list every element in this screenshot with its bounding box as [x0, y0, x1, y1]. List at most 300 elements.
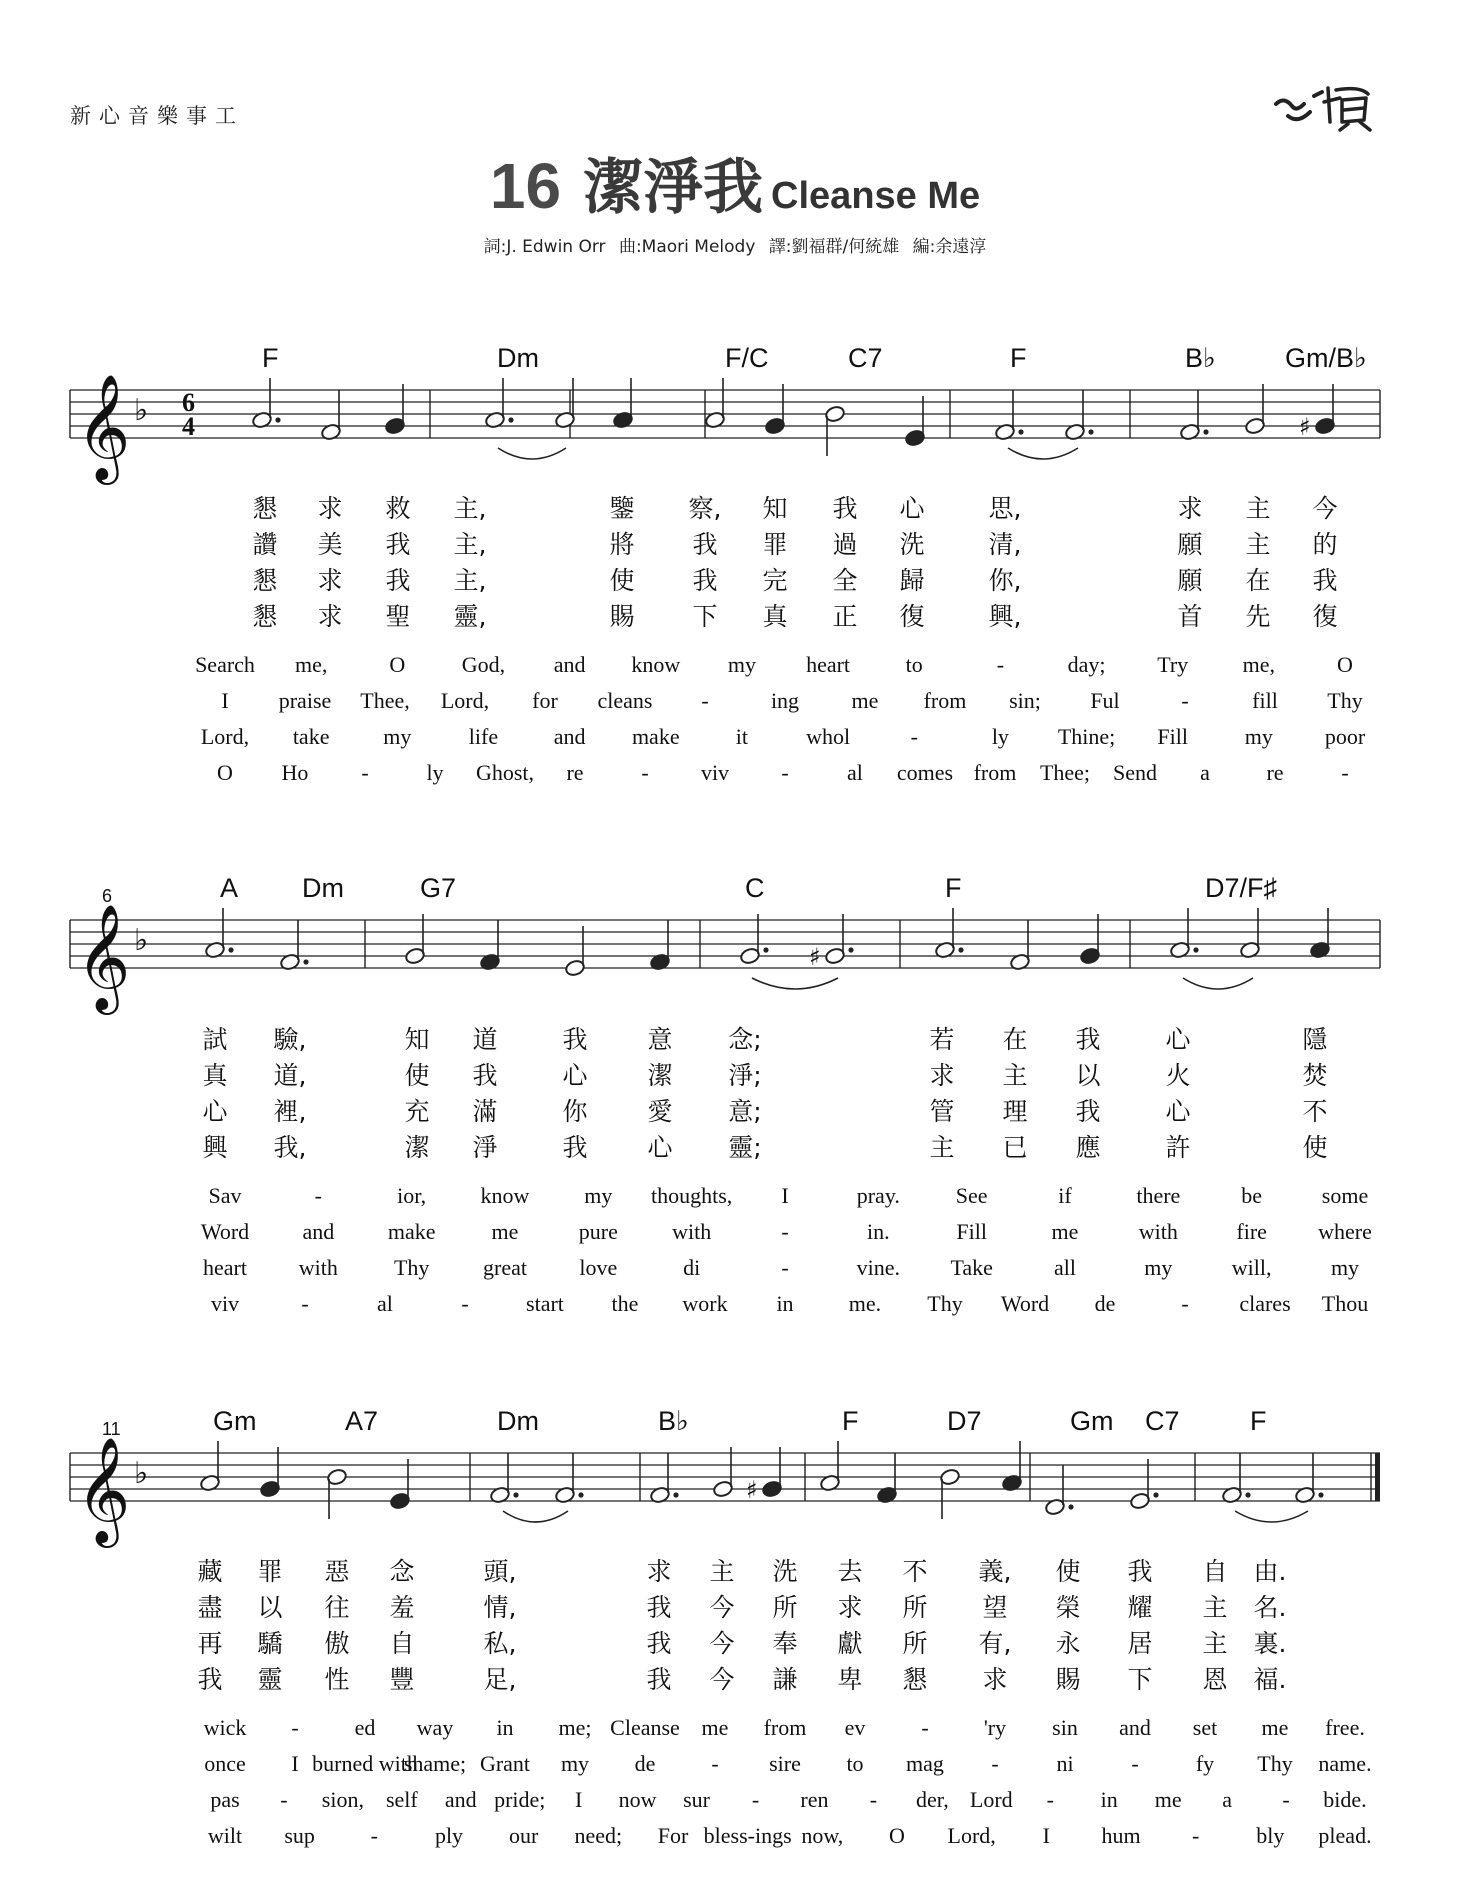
lyric-en-syllable: sion,: [321, 1787, 364, 1812]
lyric-en-syllable: poor: [1324, 724, 1366, 749]
lyric-en-syllable: in.: [867, 1219, 890, 1244]
lyric-zh-syllable: 惡: [324, 1557, 350, 1586]
credit-words: 詞:J. Edwin Orr: [483, 237, 606, 257]
lyric-zh-syllable: 求: [982, 1665, 1008, 1694]
lyric-zh-syllable: 使: [609, 566, 635, 595]
lyric-zh-syllable: 淨: [472, 1133, 498, 1162]
lyric-en-syllable: O: [889, 1823, 905, 1848]
lyric-en-syllable: me: [1261, 1715, 1289, 1740]
lyric-zh-syllable: 有,: [978, 1629, 1012, 1658]
lyric-zh-syllable: 主: [1202, 1629, 1228, 1658]
lyric-zh-syllable: 往: [324, 1593, 350, 1622]
lyric-en-syllable: hum: [1101, 1823, 1141, 1848]
lyric-zh-syllable: 心: [1165, 1025, 1191, 1054]
lyric-en-syllable: ly: [426, 760, 444, 785]
lyric-en-syllable: de: [1094, 1291, 1116, 1316]
lyric-zh-syllable: 心: [899, 494, 925, 523]
augmentation-dot: [1018, 429, 1023, 434]
lyric-zh-syllable: 主: [1245, 530, 1271, 559]
lyric-en-syllable: -: [921, 1715, 929, 1740]
lyric-en-syllable: Search: [195, 652, 255, 677]
lyric-en-syllable: pray.: [856, 1183, 900, 1208]
lyric-zh-syllable: 傲: [324, 1629, 350, 1658]
lyric-en-syllable: -: [1341, 760, 1349, 785]
lyric-zh-syllable: 理: [1002, 1097, 1028, 1126]
lyric-en-syllable: -: [1181, 1291, 1189, 1316]
lyric-en-syllable: our: [509, 1823, 539, 1848]
lyric-en-syllable: there: [1136, 1183, 1181, 1208]
lyric-en-syllable: Word: [200, 1219, 250, 1244]
lyric-en-syllable: -: [370, 1823, 378, 1848]
lyric-zh-syllable: 罪: [762, 530, 788, 559]
lyric-zh-syllable: 主,: [453, 494, 487, 523]
lyric-zh-syllable: 卑: [837, 1665, 863, 1694]
lyric-zh-syllable: 去: [837, 1557, 863, 1586]
augmentation-dot: [228, 947, 233, 952]
lyric-zh-syllable: 求: [317, 602, 343, 631]
lyric-zh-syllable: 羞: [389, 1593, 415, 1622]
lyric-zh-syllable: 洗: [899, 530, 925, 559]
lyric-en-syllable: Thy: [1327, 688, 1363, 713]
lyric-zh-syllable: 我,: [273, 1133, 307, 1162]
lyric-zh-syllable: 自: [1202, 1557, 1228, 1586]
lyric-zh-syllable: 許: [1165, 1133, 1191, 1162]
lyric-en-syllable: in: [496, 1715, 514, 1740]
lyric-zh-syllable: 主: [1245, 494, 1271, 523]
lyric-zh-syllable: 懇: [252, 494, 278, 523]
tie: [1008, 448, 1078, 459]
lyric-en-syllable: sin;: [1009, 688, 1041, 713]
lyric-zh-syllable: 愛: [647, 1097, 673, 1126]
lyric-zh-syllable: 懇: [252, 566, 278, 595]
lyric-zh-syllable: 義,: [978, 1557, 1012, 1586]
lyric-en-syllable: to: [846, 1751, 864, 1776]
chord-symbol: C: [745, 873, 765, 903]
lyric-en-syllable: I: [291, 1751, 299, 1776]
lyric-en-syllable: all: [1054, 1255, 1076, 1280]
lyric-en-syllable: once: [204, 1751, 246, 1776]
song-number: 16: [489, 150, 562, 222]
lyric-zh-syllable: 察,: [688, 494, 722, 523]
lyric-zh-syllable: 我: [646, 1593, 672, 1622]
lyric-en-syllable: my: [1244, 724, 1273, 749]
lyric-zh-syllable: 興: [202, 1133, 228, 1162]
lyric-zh-syllable: 懇: [902, 1665, 928, 1694]
lyric-zh-syllable: 真: [202, 1061, 228, 1090]
lyric-en-syllable: my: [584, 1183, 613, 1208]
lyric-zh-syllable: 我: [1127, 1557, 1153, 1586]
title-english: Cleanse Me: [771, 175, 981, 217]
lyric-en-syllable: me: [851, 688, 879, 713]
lyric-zh-syllable: 先: [1245, 602, 1271, 631]
chord-symbol: C7: [1145, 1406, 1180, 1436]
lyric-zh-syllable: 使: [404, 1061, 430, 1090]
lyric-en-syllable: in: [776, 1291, 794, 1316]
lyric-en-syllable: -: [1046, 1787, 1054, 1812]
lyric-en-syllable: fy: [1195, 1751, 1215, 1776]
lyric-en-syllable: -: [751, 1787, 760, 1812]
lyric-zh-syllable: 我: [385, 566, 411, 595]
lyric-en-syllable: der,: [916, 1787, 949, 1812]
lyric-zh-syllable: 潔: [647, 1061, 673, 1090]
augmentation-dot: [848, 947, 853, 952]
lyric-zh-syllable: 福.: [1253, 1665, 1287, 1694]
lyric-en-syllable: ing: [770, 688, 800, 713]
lyric-zh-syllable: 豐: [389, 1665, 415, 1694]
lyric-en-syllable: I: [575, 1787, 583, 1812]
lyric-en-syllable: from: [923, 688, 967, 713]
lyric-zh-syllable: 我: [1075, 1097, 1101, 1126]
lyric-en-syllable: God,: [461, 652, 506, 677]
lyric-en-syllable: -: [280, 1787, 288, 1812]
lyric-zh-syllable: 思,: [988, 494, 1022, 523]
lyric-zh-syllable: 復: [1312, 602, 1338, 631]
lyric-en-syllable: me: [1051, 1219, 1079, 1244]
lyric-zh-syllable: 道: [472, 1025, 498, 1054]
lyric-en-syllable: 'ry: [983, 1715, 1007, 1740]
lyric-en-syllable: -: [869, 1787, 878, 1812]
chord-symbol: F: [1010, 343, 1027, 373]
lyric-en-syllable: need;: [574, 1823, 623, 1848]
lyric-en-syllable: O: [1337, 652, 1353, 677]
lyric-zh-syllable: 過: [832, 530, 858, 559]
lyric-zh-syllable: 你: [562, 1097, 588, 1126]
lyric-zh-syllable: 求: [1177, 494, 1203, 523]
publisher-name: 新心音樂事工: [70, 104, 244, 128]
lyric-zh-syllable: 完: [762, 566, 788, 595]
lyric-zh-syllable: 使: [1055, 1557, 1081, 1586]
lyric-zh-syllable: 不: [1302, 1097, 1328, 1126]
augmentation-dot: [958, 947, 963, 952]
lyric-en-syllable: from: [973, 760, 1017, 785]
augmentation-dot: [1088, 429, 1093, 434]
title-chinese: 潔淨我: [583, 153, 764, 223]
lyric-en-syllable: burned with: [312, 1751, 418, 1776]
lyric-zh-syllable: 心: [1165, 1097, 1191, 1126]
lyric-en-syllable: -: [781, 760, 789, 785]
lyric-zh-syllable: 意;: [728, 1097, 762, 1126]
sharp-icon: ♯: [746, 1476, 758, 1504]
lyric-en-syllable: and: [444, 1787, 477, 1812]
key-signature-flat-icon: ♭: [134, 393, 149, 428]
augmentation-dot: [1245, 1492, 1250, 1497]
lyric-zh-syllable: 靈,: [453, 602, 487, 631]
lyric-en-syllable: -: [711, 1751, 719, 1776]
lyric-en-syllable: O: [389, 652, 406, 677]
lyric-zh-syllable: 盡: [197, 1593, 223, 1622]
lyric-zh-syllable: 求: [646, 1557, 672, 1586]
lyric-zh-syllable: 求: [929, 1061, 955, 1090]
time-signature-top: 6: [182, 388, 195, 417]
lyric-zh-syllable: 救: [385, 494, 411, 523]
lyric-zh-syllable: 試: [202, 1025, 228, 1054]
lyric-en-syllable: -: [1192, 1823, 1200, 1848]
augmentation-dot: [1203, 429, 1208, 434]
lyric-zh-syllable: 主,: [453, 530, 487, 559]
lyric-zh-syllable: 將: [609, 530, 635, 559]
lyric-en-syllable: Thine;: [1057, 724, 1116, 749]
lyric-en-syllable: O: [217, 760, 233, 785]
credit-music: 曲:Maori Melody: [618, 237, 756, 257]
lyric-zh-syllable: 今: [709, 1629, 735, 1658]
lyric-zh-syllable: 性: [324, 1665, 350, 1694]
lyric-zh-syllable: 道,: [273, 1061, 307, 1090]
lyric-zh-syllable: 焚: [1302, 1061, 1328, 1090]
lyric-en-syllable: day;: [1067, 652, 1106, 677]
lyric-zh-syllable: 我: [646, 1629, 672, 1658]
lyric-zh-syllable: 永: [1055, 1629, 1081, 1658]
lyric-en-syllable: Try: [1157, 652, 1189, 677]
tie: [752, 978, 838, 989]
lyric-en-syllable: Ful: [1090, 688, 1120, 713]
chord-symbol: Dm: [497, 343, 539, 373]
lyric-zh-syllable: 以: [257, 1593, 283, 1622]
tie: [1183, 978, 1253, 989]
lyric-en-syllable: -: [996, 652, 1005, 677]
measure-number: 6: [102, 886, 113, 906]
lyric-zh-syllable: 私,: [483, 1629, 517, 1658]
lyric-zh-syllable: 以: [1075, 1061, 1101, 1090]
lyric-en-syllable: Lord,: [200, 724, 250, 749]
lyric-en-syllable: Sav: [208, 1183, 242, 1208]
lyric-en-syllable: my: [727, 652, 756, 677]
lyric-en-syllable: sup: [284, 1823, 315, 1848]
lyric-en-syllable: Grant: [479, 1751, 531, 1776]
lyric-en-syllable: ni: [1056, 1751, 1074, 1776]
lyric-zh-syllable: 再: [197, 1629, 223, 1658]
lyric-en-syllable: where: [1318, 1219, 1372, 1244]
lyric-zh-syllable: 所: [902, 1593, 928, 1622]
lyric-en-syllable: bless-ings: [703, 1823, 792, 1848]
lyric-en-syllable: wilt: [207, 1823, 243, 1848]
lyric-zh-syllable: 名.: [1253, 1593, 1287, 1622]
lyric-en-syllable: Ghost,: [475, 760, 535, 785]
lyric-en-syllable: re: [1266, 760, 1284, 785]
lyric-zh-syllable: 我: [472, 1061, 498, 1090]
lyric-zh-syllable: 自: [389, 1629, 415, 1658]
lyric-en-syllable: heart: [806, 652, 851, 677]
lyric-en-syllable: clares: [1239, 1291, 1291, 1316]
treble-clef-icon: 𝄞: [76, 1436, 131, 1543]
lyric-en-syllable: al: [847, 760, 863, 785]
lyric-en-syllable: Thy: [927, 1291, 963, 1316]
augmentation-dot: [673, 1492, 678, 1497]
lyric-en-syllable: cleans: [597, 688, 653, 713]
lyric-en-syllable: love: [579, 1255, 618, 1280]
lyric-en-syllable: some: [1321, 1183, 1369, 1208]
lyric-en-syllable: now: [618, 1787, 657, 1812]
lyric-en-syllable: heart: [203, 1255, 247, 1280]
lyric-zh-syllable: 主: [1002, 1061, 1028, 1090]
lyric-en-syllable: a: [1222, 1787, 1232, 1812]
chord-symbol: F: [945, 873, 962, 903]
lyric-en-syllable: work: [682, 1291, 728, 1316]
lyric-zh-syllable: 潔: [404, 1133, 430, 1162]
lyric-en-syllable: way: [416, 1715, 454, 1740]
lyric-en-syllable: I: [781, 1183, 789, 1208]
lyric-zh-syllable: 主,: [453, 566, 487, 595]
lyric-en-syllable: free.: [1325, 1715, 1365, 1740]
lyric-zh-syllable: 驕: [257, 1629, 283, 1658]
augmentation-dot: [578, 1492, 583, 1497]
lyric-en-syllable: with: [1138, 1219, 1178, 1244]
lyric-en-syllable: Thee;: [1039, 760, 1091, 785]
lyric-en-syllable: vine.: [856, 1255, 901, 1280]
lyric-en-syllable: from: [763, 1715, 807, 1740]
augmentation-dot: [1068, 1504, 1073, 1509]
lyric-zh-syllable: 我: [692, 530, 718, 559]
augmentation-dot: [1193, 947, 1198, 952]
lyric-en-syllable: Fill: [956, 1219, 987, 1244]
lyric-zh-syllable: 念;: [728, 1025, 762, 1054]
lyric-en-syllable: will,: [1231, 1255, 1272, 1280]
lyric-en-syllable: -: [641, 760, 649, 785]
lyric-zh-syllable: 今: [1312, 494, 1338, 523]
chord-symbol: Dm: [497, 1406, 539, 1436]
lyric-zh-syllable: 賜: [1055, 1665, 1081, 1694]
lyric-zh-syllable: 你,: [988, 566, 1022, 595]
lyric-en-syllable: for: [532, 688, 558, 713]
lyric-zh-syllable: 讚: [252, 530, 278, 559]
lyric-zh-syllable: 意: [647, 1025, 673, 1054]
lyric-en-syllable: Fill: [1157, 724, 1188, 749]
lyric-en-syllable: be: [1241, 1183, 1263, 1208]
lyric-zh-syllable: 鑒: [609, 494, 635, 523]
lyric-en-syllable: -: [291, 1715, 299, 1740]
lyric-zh-syllable: 榮: [1055, 1593, 1081, 1622]
credit-arrangement: 編:余遠淳: [912, 237, 987, 257]
lyric-en-syllable: Lord,: [440, 688, 490, 713]
lyric-en-syllable: make: [387, 1219, 436, 1244]
lyric-en-syllable: praise: [278, 688, 332, 713]
chord-symbol: D7: [947, 1406, 982, 1436]
key-signature-flat-icon: ♭: [134, 923, 149, 958]
lyric-zh-syllable: 靈;: [728, 1133, 762, 1162]
lyric-zh-syllable: 恩: [1202, 1665, 1228, 1694]
lyric-en-syllable: wick: [203, 1715, 247, 1740]
lyric-en-syllable: Lord: [969, 1787, 1013, 1812]
lyric-en-syllable: de: [634, 1751, 656, 1776]
lyric-zh-syllable: 求: [317, 494, 343, 523]
lyric-en-syllable: with: [298, 1255, 338, 1280]
lyric-zh-syllable: 今: [709, 1593, 735, 1622]
lyric-zh-syllable: 知: [404, 1025, 430, 1054]
lyric-en-syllable: -: [701, 688, 709, 713]
lyric-zh-syllable: 願: [1177, 566, 1203, 595]
lyric-en-syllable: sur: [683, 1787, 711, 1812]
lyric-en-syllable: set: [1192, 1715, 1218, 1740]
lyric-en-syllable: -: [361, 760, 369, 785]
lyric-en-syllable: a: [1200, 760, 1210, 785]
lyric-en-syllable: ren: [800, 1787, 829, 1812]
augmentation-dot: [508, 417, 513, 422]
lyric-en-syllable: -: [1181, 688, 1189, 713]
lyric-en-syllable: -: [1282, 1787, 1290, 1812]
lyric-zh-syllable: 心: [647, 1133, 673, 1162]
lyric-zh-syllable: 滿: [472, 1097, 498, 1126]
lyric-en-syllable: al: [377, 1291, 393, 1316]
lyric-en-syllable: I: [221, 688, 229, 713]
key-signature-flat-icon: ♭: [134, 1456, 149, 1491]
lyric-zh-syllable: 主: [709, 1557, 735, 1586]
lyric-en-syllable: di: [683, 1255, 701, 1280]
credit-translation: 譯:劉福群/何統雄: [768, 237, 900, 257]
chord-symbol: F: [842, 1406, 859, 1436]
lyric-en-syllable: me,: [294, 652, 328, 677]
lyric-zh-syllable: 所: [902, 1629, 928, 1658]
lyric-zh-syllable: 全: [832, 566, 858, 595]
lyric-en-syllable: it: [735, 724, 749, 749]
lyric-zh-syllable: 的: [1312, 530, 1338, 559]
augmentation-dot: [1318, 1492, 1323, 1497]
lyric-zh-syllable: 今: [709, 1665, 735, 1694]
lyric-zh-syllable: 淨;: [728, 1061, 762, 1090]
lyric-en-syllable: great: [483, 1255, 527, 1280]
chord-symbol: Gm: [1070, 1406, 1114, 1436]
lyric-en-syllable: now,: [801, 1823, 844, 1848]
lyric-en-syllable: -: [461, 1291, 469, 1316]
lyric-zh-syllable: 下: [692, 602, 718, 631]
lyric-zh-syllable: 望: [982, 1593, 1008, 1622]
lyric-zh-syllable: 復: [899, 602, 925, 631]
lyric-zh-syllable: 足,: [483, 1665, 517, 1694]
lyric-en-syllable: me: [1154, 1787, 1182, 1812]
augmentation-dot: [1153, 1492, 1158, 1497]
lyric-en-syllable: sin: [1052, 1715, 1078, 1740]
lyric-zh-syllable: 我: [1312, 566, 1338, 595]
lyric-en-syllable: See: [955, 1183, 988, 1208]
sharp-icon: ♯: [1299, 413, 1311, 441]
lyric-en-syllable: ev: [844, 1715, 866, 1740]
lyric-zh-syllable: 靈: [257, 1665, 283, 1694]
lyric-en-syllable: if: [1058, 1183, 1072, 1208]
lyric-zh-syllable: 奉: [772, 1629, 798, 1658]
lyric-en-syllable: Take: [950, 1255, 993, 1280]
augmentation-dot: [763, 947, 768, 952]
lyric-zh-syllable: 使: [1302, 1133, 1328, 1162]
lyric-en-syllable: -: [301, 1291, 309, 1316]
lyric-en-syllable: -: [314, 1183, 322, 1208]
lyric-en-syllable: ly: [991, 724, 1009, 749]
lyric-en-syllable: take: [292, 724, 330, 749]
lyric-en-syllable: -: [991, 1751, 999, 1776]
lyric-en-syllable: know: [631, 652, 681, 677]
lyric-zh-syllable: 我: [197, 1665, 223, 1694]
lyric-zh-syllable: 懇: [252, 602, 278, 631]
lyric-en-syllable: ed: [354, 1715, 376, 1740]
lyric-en-syllable: and: [553, 652, 586, 677]
lyric-zh-syllable: 藏: [197, 1557, 223, 1586]
lyric-zh-syllable: 主: [1202, 1593, 1228, 1622]
lyric-zh-syllable: 裡,: [273, 1097, 307, 1126]
lyric-en-syllable: me: [701, 1715, 729, 1740]
lyric-zh-syllable: 在: [1245, 566, 1271, 595]
lyric-en-syllable: viv: [210, 1291, 240, 1316]
lyric-zh-syllable: 心: [202, 1097, 228, 1126]
lyric-zh-syllable: 謙: [772, 1665, 798, 1694]
lyrics: [195, 494, 1372, 1848]
lyric-en-syllable: with: [672, 1219, 712, 1244]
lyric-zh-syllable: 歸: [899, 566, 925, 595]
lyric-zh-syllable: 隱: [1302, 1025, 1328, 1054]
chord-symbol: Dm: [302, 873, 344, 903]
lyric-en-syllable: and: [1119, 1715, 1151, 1740]
lyric-en-syllable: Lord,: [947, 1823, 996, 1848]
lyric-en-syllable: and: [302, 1219, 335, 1244]
tie: [498, 448, 566, 459]
lyric-zh-syllable: 主: [929, 1133, 955, 1162]
lyric-en-syllable: ply: [434, 1823, 464, 1848]
